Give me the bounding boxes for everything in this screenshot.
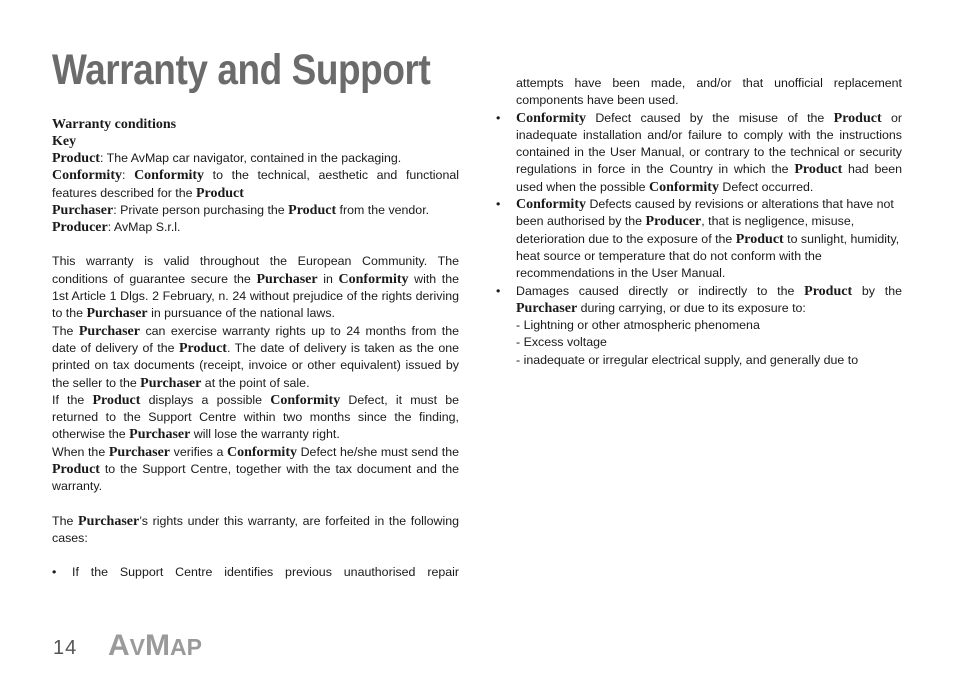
paragraph-defect-return: If the Product displays a possible Conformity Defect, it must be returned to the Support Centre within two months since the finding, otherwise the Purchaser will lose the warranty right.	[52, 392, 459, 443]
sub-item-electrical: - inadequate or irregular electrical supply, and generally due to	[516, 352, 859, 367]
definition-purchaser: Purchaser: Private person purchasing the Product from the vendor.	[52, 202, 430, 218]
bullet-icon: •	[52, 565, 57, 580]
section-heading: Warranty conditions	[52, 117, 177, 132]
definition-product: Product: The AvMap car navigator, contained in the packaging.	[52, 151, 402, 166]
bullet-icon: •	[496, 283, 501, 298]
left-column	[52, 116, 459, 582]
list-item: • Conformity Defect caused by the misuse of the Product or inadequate installation and/or failure to comply with the instructions contained in the User Manual, or contrary to the technical or security regulations in force in the Country in which the Product had been used when the possible Conformity Defect occurred.	[496, 110, 903, 195]
list-item: • If the Support Centre identifies previous unauthorised repair	[52, 564, 459, 581]
page-number: 14	[53, 637, 78, 659]
sub-item-voltage: - Excess voltage	[516, 335, 607, 350]
page-title: Warranty and Support	[52, 46, 431, 94]
bullet-icon: •	[496, 110, 501, 125]
list-item: • Conformity Defects caused by revisions or alterations that have not been authorised by the Producer, that is negligence, misuse, deterioration due to the exposure of the Product to sunlight, humidity, heat source or temperature that do not conform with the recommendations in the User Manual.	[496, 197, 900, 281]
right-column	[496, 75, 902, 369]
paragraph-send-product: When the Purchaser verifies a Conformity Defect he/she must send the Product to the Support Centre, together with the tax document and the warranty.	[52, 444, 460, 494]
bullet-icon: •	[496, 197, 501, 212]
sub-item-lightning: - Lightning or other atmospheric phenomena	[516, 318, 760, 333]
definition-producer: Producer: AvMap S.r.l.	[52, 220, 181, 236]
list-item-continuation: attempts have been made, and/or that unofficial replacement components have been used.	[516, 76, 902, 108]
paragraph-validity: This warranty is valid throughout the European Community. The conditions of guarantee secure the Purchaser in Conformity with the 1st Article 1 Dlgs. 2 February, n. 24 without prejudice of the rights deriving to the Purchaser in pursuance of the national laws.	[52, 254, 460, 322]
avmap-logo: AVMAP	[108, 629, 202, 662]
paragraph-forfeit: The Purchaser’s rights under this warranty, are forfeited in the following cases:	[52, 513, 460, 545]
definition-conformity: Conformity: Conformity to the technical, aesthetic and functional features described for the Product	[52, 168, 459, 201]
list-item: • Damages caused directly or indirectly to the Product by the Purchaser during carrying, or due to its exposure to:	[496, 283, 902, 316]
paragraph-rights-period: The Purchaser can exercise warranty rights up to 24 months from the date of delivery of the Product. The date of delivery is taken as the one printed on tax documents (receipt, invoice or other equivalent) issued by the seller to the Purchaser at the point of sale.	[52, 323, 460, 391]
key-heading: Key	[52, 134, 77, 149]
